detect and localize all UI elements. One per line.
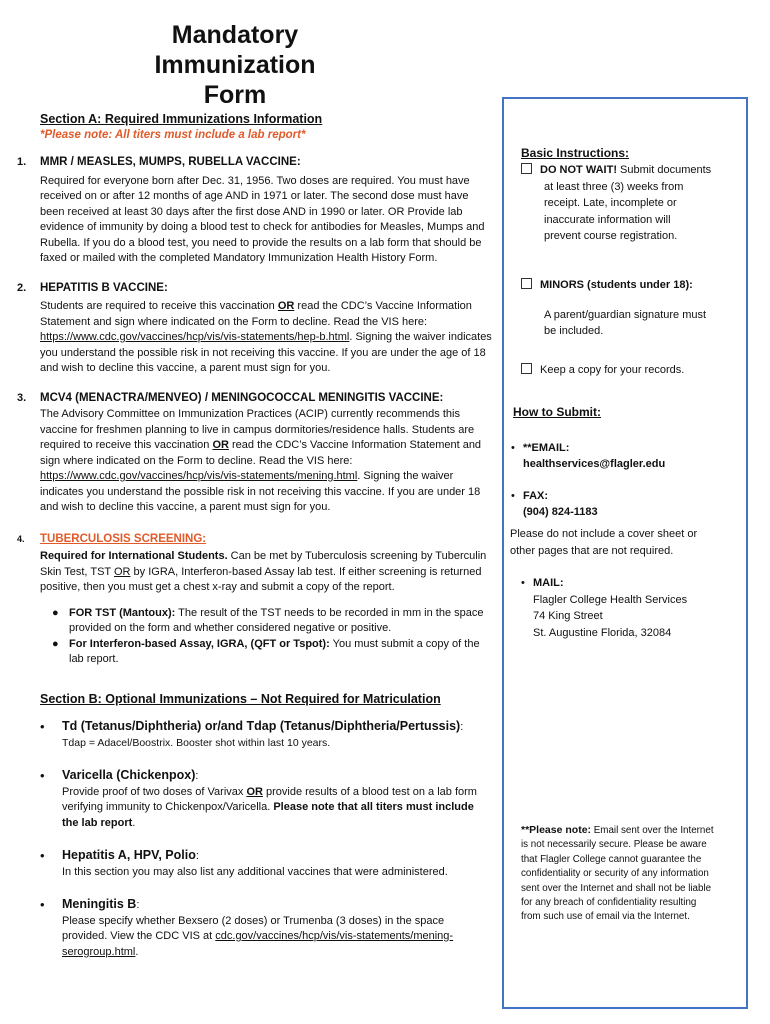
form-title — [120, 20, 350, 110]
cdc-link[interactable]: cdc.gov/vaccines/hcp/vis/vis-statements/mening-serogroup.html — [62, 930, 454, 958]
disclaimer-line: for any breach of confidentiality resulting — [521, 897, 697, 909]
instruction-keep-copy — [521, 362, 741, 379]
checkbox[interactable] — [521, 163, 532, 174]
item-number: 2. — [17, 281, 27, 294]
email-disclaimer — [521, 823, 743, 925]
colon: : — [195, 850, 199, 862]
email-label: **EMAIL: — [523, 442, 570, 454]
section-a-heading: Section A: Required Immunizations Information — [40, 112, 323, 126]
optional-body: Tdap = Adacel/Boostrix. Booster shot within last 10 years. — [62, 736, 331, 749]
item-number: 4. — [17, 533, 25, 544]
colon: : — [460, 721, 464, 733]
optional-item-meningitis-b — [17, 897, 492, 960]
item-mcv4 — [17, 391, 492, 516]
or-text: OR — [113, 565, 131, 578]
mail-line: Flagler College Health Services — [533, 593, 688, 606]
item-heading: MCV4 (MENACTRA/MENVEO) / MENINGOCOCCAL MENINGITIS VACCINE: — [40, 391, 444, 404]
optional-heading: Hepatitis A, HPV, Polio — [62, 848, 196, 862]
item-body — [40, 407, 492, 516]
mail-label: MAIL: — [533, 577, 564, 589]
instruction-bold: MINORS (students under 18): — [540, 279, 693, 291]
bold-lead: Required for International Students. — [40, 550, 228, 562]
item-body — [40, 299, 492, 377]
body-text: read the CDC’s Vaccine Information Statement and sign where indicated on the Form to decline. Read the VIS here: — [40, 439, 482, 467]
disclaimer-line: Email sent over the Internet — [591, 825, 714, 836]
bullet-icon: ● — [52, 637, 59, 650]
bullet-icon: • — [511, 490, 515, 502]
disclaimer-line: from such use of email via the Internet. — [521, 911, 690, 923]
body-text: The Advisory Committee on Immunization Practices (ACIP) currently recommends this vaccine for freshmen planning to live in campus dormitories/residence halls. Students are required to receive this vaccination — [40, 408, 475, 451]
colon: : — [195, 770, 199, 782]
sub-heading: FOR TST (Mantoux): — [69, 606, 176, 619]
colon: : — [136, 899, 140, 911]
title-line-2: Immunization — [154, 51, 316, 79]
item-number: 1. — [17, 156, 27, 168]
body-text: . Signing the waiver indicates you understand the possible risk in not receiving this vaccine. If you are under the age of 18 and wish to decline this vaccine, a parent must sign for you. — [40, 331, 492, 374]
how-to-submit-heading: How to Submit: — [513, 405, 601, 419]
email-address[interactable]: healthservices@flagler.edu — [523, 458, 666, 470]
cover-sheet-note — [510, 526, 697, 559]
or-text: OR — [277, 300, 295, 312]
item-mmr — [17, 155, 492, 267]
instruction-text: inaccurate information will — [544, 213, 671, 226]
sub-body: The result of the TST needs to be recorded in mm in the space provided on the form and whether considered negative or positive. — [69, 606, 484, 634]
bullet-icon: • — [40, 897, 45, 912]
body-text: Students are required to receive this vaccination — [40, 300, 278, 312]
instruction-bold: DO NOT WAIT! — [540, 164, 617, 176]
optional-item-varicella — [17, 768, 492, 831]
item-body — [40, 549, 492, 596]
optional-body — [62, 914, 492, 961]
body-text: read the CDC’s Vaccine Information Statement and sign where indicated on the Form to decline. Read the VIS here: — [40, 300, 472, 328]
bullet-icon: ● — [52, 606, 59, 619]
optional-item-td — [17, 719, 492, 751]
checkbox[interactable] — [521, 278, 532, 289]
instruction-text: be included. — [544, 325, 604, 337]
basic-instructions-heading: Basic Instructions: — [521, 146, 630, 160]
sub-heading: For Interferon-based Assay, IGRA, (QFT or Tspot): — [69, 637, 330, 650]
vis-link[interactable]: https://www.cdc.gov/vaccines/hcp/vis/vis-statements/mening.html — [40, 470, 358, 482]
item-body: Required for everyone born after Dec. 31, 1956. Two doses are required. You must have received on or after 12 months of age AND in 1971 or later. The second dose must have been received at least 30 days after the first dose AND in 1990 or later. OR Provide lab evidence of immunity by doing a blood test to check for antibodies for Measles, Mumps and Rubella. If you do a blood test, you need to provide the results on a lab form that should be faxed or mailed with the completed Mandatory Immunization Health History Form. — [40, 174, 485, 264]
instruction-text: A parent/guardian signature must — [544, 308, 707, 321]
optional-item-hepatitis-a — [17, 848, 492, 880]
instruction-text: Submit documents — [617, 164, 712, 176]
instruction-text: prevent course registration. — [544, 230, 678, 242]
sub-body: You must submit a copy of the lab report. — [69, 637, 480, 665]
vis-link[interactable]: https://www.cdc.gov/vaccines/hcp/vis/vis-statements/hep-b.html — [40, 331, 350, 343]
optional-heading: Meningitis B — [62, 897, 137, 911]
sub-item-tst — [17, 606, 492, 637]
disclaimer-bold: **Please note: — [521, 824, 592, 836]
bullet-icon: • — [521, 577, 525, 589]
instruction-do-not-wait — [521, 162, 741, 245]
bullet-icon: • — [40, 848, 45, 863]
bold-note: Please note that all titers must include the lab report — [62, 801, 474, 829]
checkbox[interactable] — [521, 363, 532, 374]
optional-heading: Varicella (Chickenpox) — [62, 768, 196, 782]
instruction-text: at least three (3) weeks from — [544, 180, 684, 193]
disclaimer-line: that Flagler College cannot guarantee the — [521, 853, 702, 865]
body-text: Can be met by Tuberculosis screening by Tuberculin Skin Test, TST — [40, 550, 487, 578]
mail-line: St. Augustine Florida, 32084 — [533, 626, 672, 639]
body-text: Provide proof of two doses of Varivax — [62, 785, 247, 798]
bullet-icon: • — [40, 719, 45, 734]
optional-body: In this section you may also list any additional vaccines that were administered. — [62, 865, 448, 878]
sub-item-igra — [17, 637, 492, 668]
title-line-3: Form — [203, 81, 267, 109]
left-column — [17, 112, 492, 960]
instruction-minors — [521, 277, 741, 340]
instruction-text: receipt. Late, incomplete or — [544, 197, 677, 209]
item-heading: HEPATITIS B VACCINE: — [40, 281, 168, 294]
item-heading: MMR / MEASLES, MUMPS, RUBELLA VACCINE: — [40, 156, 301, 168]
title-line-1: Mandatory — [171, 21, 299, 49]
period: . — [135, 945, 139, 958]
body-text: Please specify whether Bexsero (2 doses) or Trumenba (3 doses) in the space provided. View the CDC VIS at — [62, 914, 445, 942]
body-text: . Signing the waiver indicates you understand the possible risk in not receiving this vaccine. If you are under 18 and wish to decline this vaccine, a parent must sign for you. — [40, 470, 481, 513]
fax-label: FAX: — [523, 490, 549, 502]
item-number: 3. — [17, 391, 27, 404]
mail-block — [533, 575, 687, 641]
disclaimer-line: is not necessarily secure. Please be aware — [521, 839, 707, 851]
item-hepatitis-b — [17, 281, 492, 377]
optional-heading: Td (Tetanus/Diphtheria) or/and Tdap (Tetanus/Diphtheria/Pertussis) — [62, 719, 461, 733]
period: . — [132, 816, 136, 829]
item-tuberculosis — [17, 532, 492, 596]
item-heading: TUBERCULOSIS SCREENING: — [40, 532, 207, 545]
or-text: OR — [212, 439, 229, 451]
mail-line: 74 King Street — [533, 610, 603, 622]
bullet-icon: • — [40, 768, 45, 783]
titer-note: *Please note: All titers must include a lab report* — [40, 128, 306, 141]
body-text: by IGRA, Interferon-based Assay lab test. If either screening is returned positive, then you must get a chest x-ray and submit a copy of the report. — [40, 565, 482, 593]
note-line: Please do not include a cover sheet or — [510, 528, 698, 540]
note-line: other pages that are not required. — [510, 544, 674, 557]
or-text: OR — [246, 785, 263, 798]
instruction-text: Keep a copy for your records. — [540, 364, 685, 376]
disclaimer-line: confidentiality or security of any information — [521, 868, 709, 880]
body-text: provide results of a blood test on a lab form verifying immunity to Chickenpox/Varicella. — [62, 785, 477, 813]
optional-body — [62, 785, 492, 832]
disclaimer-line: sent over the Internet and shall not be liable — [521, 882, 712, 894]
section-b-heading: Section B: Optional Immunizations – Not Required for Matriculation — [40, 691, 441, 706]
fax-number: (904) 824-1183 — [523, 506, 598, 518]
bullet-icon: • — [511, 442, 515, 454]
